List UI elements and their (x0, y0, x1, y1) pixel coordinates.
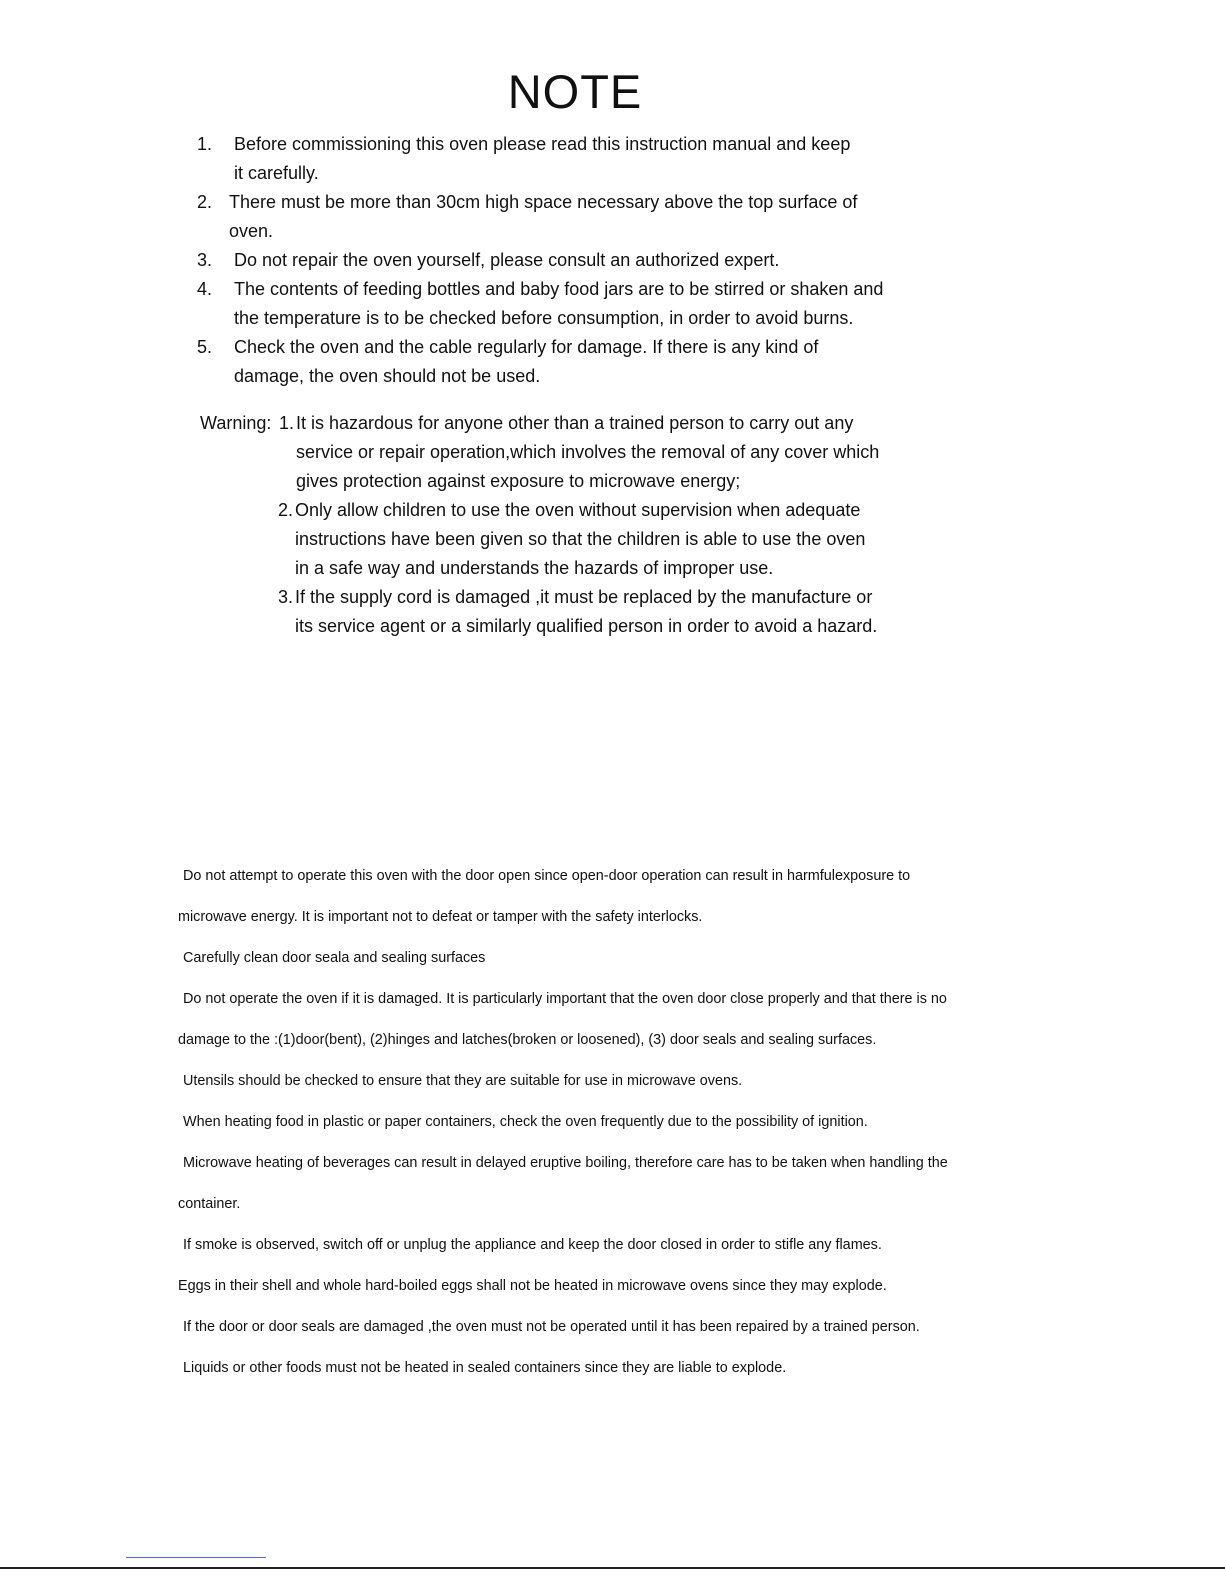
safety-line: Do not operate the oven if it is damaged. It is particularly important that the oven door close properly and that there is no (183, 991, 947, 1007)
note-item-continuation (197, 362, 957, 391)
note-text: Do not repair the oven yourself, please consult an authorized expert. (234, 250, 780, 270)
safety-line: Do not attempt to operate this oven with the door open since open-door operation can result in harmfulexposure to (183, 868, 911, 884)
note-number: 5. (197, 337, 213, 357)
warning-text: It is hazardous for anyone other than a trained person to carry out any (296, 413, 854, 433)
page-bottom-divider (0, 1567, 1225, 1569)
safety-line: When heating food in plastic or paper containers, check the oven frequently due to the possibility of ignition. (183, 1114, 868, 1130)
safety-line: container. (178, 1196, 241, 1212)
warning-text: service or repair operation,which involves the removal of any cover which (296, 442, 880, 462)
note-text: the temperature is to be checked before consumption, in order to avoid burns. (234, 308, 854, 328)
warning-number: 2. (278, 500, 294, 520)
note-text: The contents of feeding bottles and baby food jars are to be stirred or shaken and (234, 279, 884, 299)
warning-item (278, 496, 960, 583)
safety-line: microwave energy. It is important not to defeat or tamper with the safety interlocks. (178, 909, 703, 925)
note-item (197, 333, 957, 362)
note-number: 4. (197, 279, 213, 299)
warning-text: instructions have been given so that the children is able to use the oven (295, 529, 866, 549)
note-item-continuation (197, 217, 957, 246)
note-text: damage, the oven should not be used. (234, 366, 541, 386)
warning-text: Only allow children to use the oven without supervision when adequate (295, 500, 861, 520)
note-item-continuation (197, 159, 957, 188)
note-item (197, 130, 957, 159)
note-item (197, 275, 957, 304)
note-list (197, 130, 957, 391)
note-number: 2. (197, 192, 213, 212)
safety-line: If smoke is observed, switch off or unplug the appliance and keep the door closed in order to stifle any flames. (183, 1237, 882, 1253)
safety-instructions (178, 864, 1048, 1397)
warning-item (278, 583, 960, 641)
warning-item (279, 409, 960, 496)
note-text: Before commissioning this oven please read this instruction manual and keep (234, 134, 851, 154)
note-text: it carefully. (234, 163, 319, 183)
warning-text: If the supply cord is damaged ,it must be replaced by the manufacture or (295, 587, 873, 607)
safety-line: If the door or door seals are damaged ,the oven must not be operated until it has been repaired by a trained person. (183, 1319, 920, 1335)
warning-number: 3. (278, 587, 294, 607)
safety-line: Liquids or other foods must not be heated in sealed containers since they are liable to explode. (183, 1360, 787, 1376)
warning-text: its service agent or a similarly qualified person in order to avoid a hazard. (295, 616, 878, 636)
note-number: 3. (197, 250, 213, 270)
note-number: 1. (197, 134, 213, 154)
note-item (197, 246, 957, 275)
note-text: oven. (229, 221, 274, 241)
safety-line: Carefully clean door seala and sealing surfaces (183, 950, 486, 966)
warning-text: gives protection against exposure to microwave energy; (296, 471, 741, 491)
warning-label: Warning: (200, 413, 272, 433)
note-text: Check the oven and the cable regularly for damage. If there is any kind of (234, 337, 819, 357)
safety-line: Microwave heating of beverages can result in delayed eruptive boiling, therefore care has to be taken when handling the (183, 1155, 948, 1171)
safety-line: Eggs in their shell and whole hard-boiled eggs shall not be heated in microwave ovens since they may explode. (178, 1278, 887, 1294)
footer-link-underline (126, 1557, 266, 1558)
warning-text: in a safe way and understands the hazards of improper use. (295, 558, 774, 578)
warning-block (200, 409, 960, 641)
note-text: There must be more than 30cm high space necessary above the top surface of (229, 192, 858, 212)
safety-line: Utensils should be checked to ensure that they are suitable for use in microwave ovens. (183, 1073, 743, 1089)
warning-number: 1. (279, 413, 295, 433)
note-item (197, 188, 957, 217)
page-title: NOTE (507, 65, 643, 118)
note-item-continuation (197, 304, 957, 333)
safety-line: damage to the :(1)door(bent), (2)hinges and latches(broken or loosened), (3) door seals and sealing surfaces. (178, 1032, 877, 1048)
